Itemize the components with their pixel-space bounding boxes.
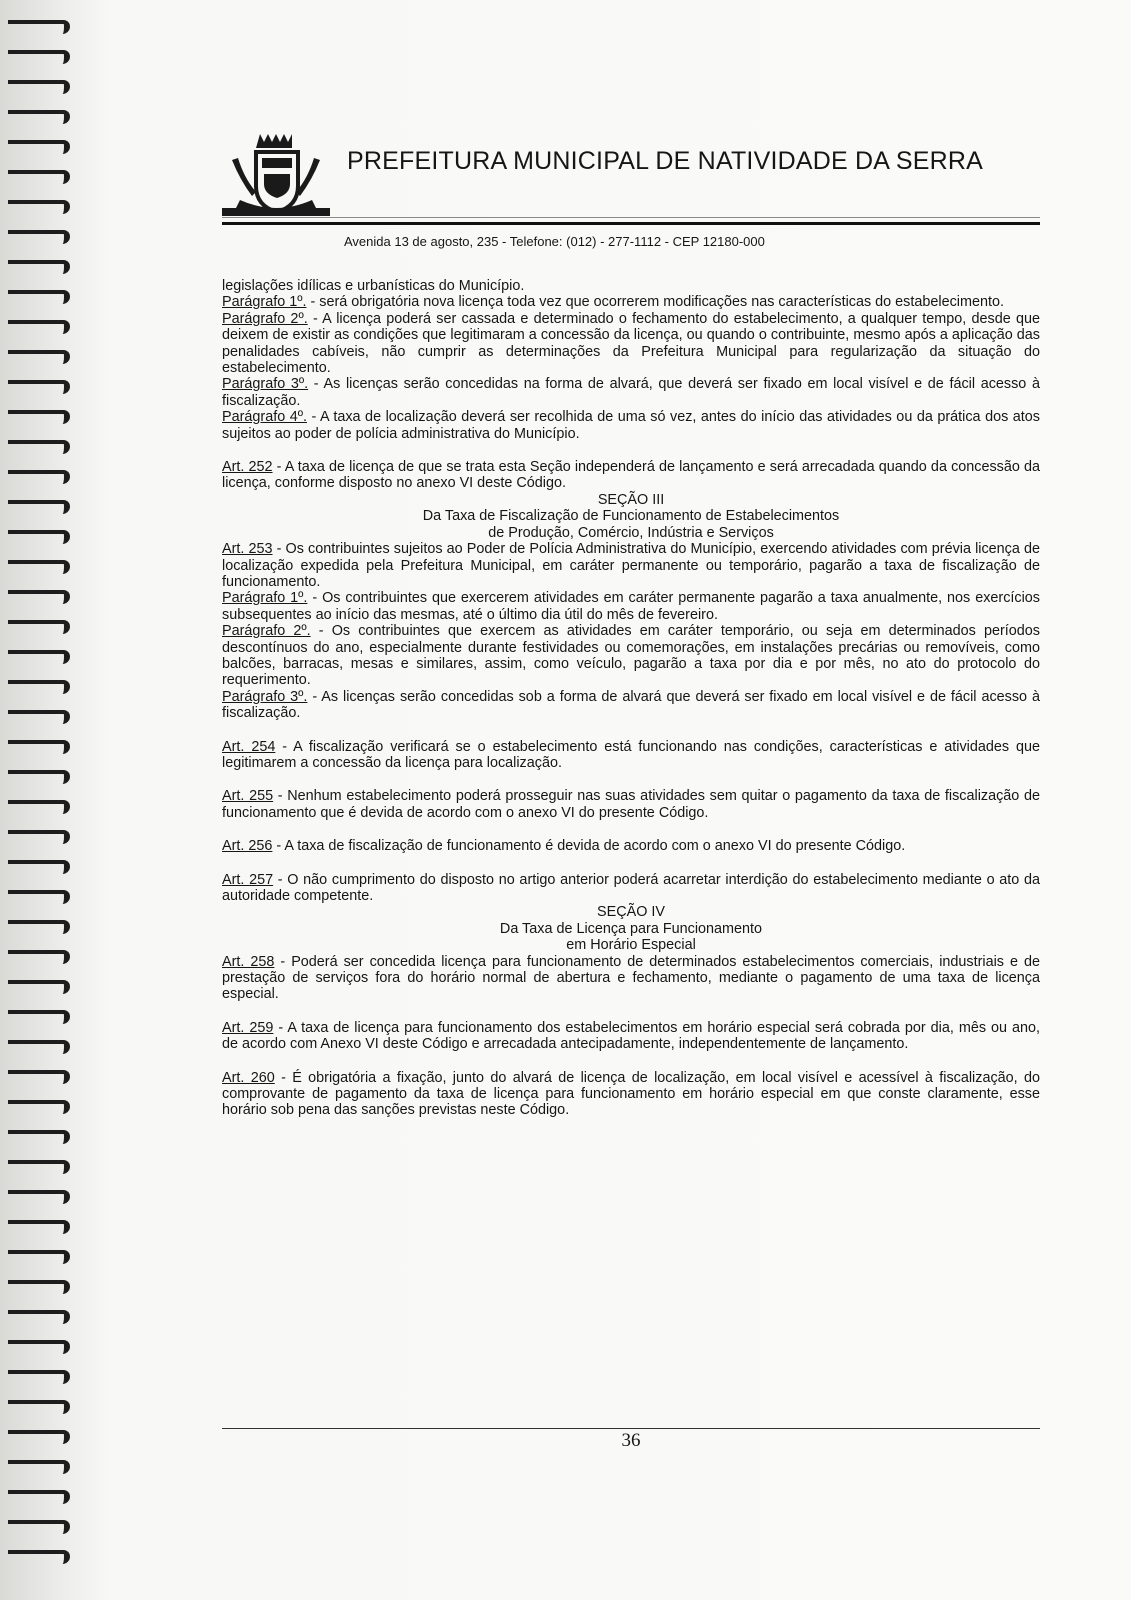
- paragraph-text: - será obrigatória nova licença toda vez que ocorrerem modificações nas características do estabelecimento.: [306, 294, 1004, 311]
- spiral-coil: [8, 1040, 70, 1054]
- article-255: [222, 788, 1040, 821]
- spiral-coil: [8, 1190, 70, 1204]
- municipality-title: PREFEITURA MUNICIPAL DE NATIVIDADE DA SERRA: [347, 147, 984, 175]
- spiral-coil: [8, 950, 70, 964]
- paragraph-text: - A licença poderá ser cassada e determinado o fechamento do estabelecimento, a qualquer tempo, desde que deixem de existir as condições que legitimaram a concessão da licença, ou quando o contribuinte, mesmo após a aplicação das penalidades cabíveis, não cumprir as determinações da Prefeitura Municipal para regularização da situação do estabelecimento.: [222, 310, 1040, 377]
- spiral-coil: [8, 170, 70, 184]
- spiral-coil: [8, 1250, 70, 1264]
- paragraph-label: Parágrafo 2º.: [222, 310, 308, 327]
- article-256: [222, 838, 1040, 854]
- page-number: 36: [621, 1430, 641, 1451]
- paragraph-label: Parágrafo 3º.: [222, 376, 309, 393]
- spiral-coil: [8, 1160, 70, 1174]
- paragraph-art251-p4: [222, 409, 1040, 442]
- spiral-coil: [8, 290, 70, 304]
- spiral-coil: [8, 1340, 70, 1354]
- spiral-coil: [8, 1070, 70, 1084]
- header-rule-thin: [222, 217, 1040, 218]
- spiral-coil: [8, 1550, 70, 1564]
- spiral-coil: [8, 380, 70, 394]
- article-text: - É obrigatória a fixação, junto do alvará de licença de localização, em local visível e acessível à fiscalização, do comprovante de pagamento da taxa de licença para funcionamento em horário especial em que conste claramente, esse horário sob pena das sanções previstas neste Código.: [222, 1069, 1040, 1119]
- spiral-coil: [8, 1220, 70, 1234]
- spiral-coil: [8, 1490, 70, 1504]
- paragraph-text: - As licenças serão concedidas sob a forma de alvará que deverá ser fixado em local visível e de fácil acesso à fiscalização.: [222, 688, 1040, 722]
- paragraph-label: Parágrafo 1º.: [222, 590, 308, 607]
- spiral-coil: [8, 1310, 70, 1324]
- spiral-coil: [8, 320, 70, 334]
- spiral-coil: [8, 410, 70, 424]
- spiral-coil: [8, 350, 70, 364]
- coat-of-arms-icon: [222, 130, 330, 222]
- paragraph-text: - A taxa de localização deverá ser recolhida de uma só vez, antes do início das atividades ou da prática dos atos sujeitos ao poder de polícia administrativa do Município.: [222, 409, 1040, 442]
- spiral-coil: [8, 920, 70, 934]
- paragraph-label: Parágrafo 4º.: [222, 409, 307, 426]
- spiral-coil: [8, 110, 70, 124]
- article-260: [222, 1070, 1040, 1119]
- spiral-coil: [8, 800, 70, 814]
- letterhead: [222, 130, 1040, 249]
- article-label: Art. 257: [222, 871, 274, 888]
- article-text: - A taxa de licença para funcionamento dos estabelecimentos em horário especial será cobrada por dia, mês ou ano, de acordo com Anexo VI deste Código e arrecadada antecipadamente, independentemente de lançamento.: [222, 1019, 1040, 1053]
- spiral-coil: [8, 560, 70, 574]
- section-3-subtitle-line1: Da Taxa de Fiscalização de Funcionamento de Estabelecimentos: [422, 508, 840, 525]
- spiral-coil: [8, 1010, 70, 1024]
- article-label: Art. 258: [222, 953, 275, 970]
- paragraph-text: - As licenças serão concedidas na forma de alvará, que deverá ser fixado em local visível e de fácil acesso à fiscalização.: [222, 376, 1040, 409]
- article-259: [222, 1020, 1040, 1053]
- spiral-coil: [8, 710, 70, 724]
- spiral-coil: [8, 500, 70, 514]
- paragraph-label: Parágrafo 1º.: [222, 294, 307, 311]
- article-253: [222, 541, 1040, 590]
- paragraph-text: - Os contribuintes que exercem as atividades em caráter temporário, ou seja em determinados períodos descontínuos do ano, especialmente durante festividades ou comemorações, em instalações precárias ou removíveis, como balcões, barracas, mesas e similares, assim, como veículo, pagarão a taxa por dia e por mês, no ato do protocolo do requerimento.: [222, 623, 1040, 689]
- section-4-subtitle-line2: em Horário Especial: [566, 937, 696, 954]
- article-text: - A taxa de licença de que se trata esta Seção independerá de lançamento e será arrecadada quando da concessão da licença, conforme disposto no anexo VI deste Código.: [222, 459, 1040, 492]
- spiral-coil: [8, 860, 70, 874]
- spiral-coil: [8, 980, 70, 994]
- paragraph-art253-p1: [222, 590, 1040, 623]
- spiral-coil: [8, 50, 70, 64]
- spiral-coil: [8, 1520, 70, 1534]
- article-text: - O não cumprimento do disposto no artigo anterior poderá acarretar interdição do estabelecimento mediante o ato da autoridade competente.: [222, 871, 1040, 904]
- paragraph-art251-p3: [222, 376, 1040, 409]
- article-254: [222, 739, 1040, 772]
- article-text: - Nenhum estabelecimento poderá prosseguir nas suas atividades sem quitar o pagamento da taxa de fiscalização de funcionamento que é devida de acordo com o anexo VI do presente Código.: [222, 788, 1040, 821]
- spiral-coil: [8, 770, 70, 784]
- spiral-coil: [8, 890, 70, 904]
- spiral-coil: [8, 1400, 70, 1414]
- spiral-coil: [8, 1460, 70, 1474]
- intro-line: legislações idílicas e urbanísticas do Município.: [222, 278, 525, 294]
- spiral-coil: [8, 1100, 70, 1114]
- spiral-coil: [8, 80, 70, 94]
- article-label: Art. 252: [222, 459, 273, 476]
- spiral-coil: [8, 200, 70, 214]
- spiral-coil: [8, 680, 70, 694]
- spiral-coil: [8, 740, 70, 754]
- spiral-coil: [8, 590, 70, 604]
- spiral-coil: [8, 1370, 70, 1384]
- paragraph-label: Parágrafo 3º.: [222, 688, 308, 705]
- article-label: Art. 256: [222, 838, 273, 855]
- spiral-coil: [8, 440, 70, 454]
- section-3-subtitle-line2: de Produção, Comércio, Indústria e Serviços: [488, 524, 774, 541]
- spiral-coil: [8, 140, 70, 154]
- spiral-coil: [8, 830, 70, 844]
- spiral-coil: [8, 620, 70, 634]
- section-3-heading: SEÇÃO III: [597, 491, 665, 508]
- spiral-coil: [8, 650, 70, 664]
- article-text: - A fiscalização verificará se o estabelecimento está funcionando nas condições, características e atividades que legitimarem a concessão da licença para localização.: [222, 738, 1040, 771]
- article-text: - Os contribuintes sujeitos ao Poder de Polícia Administrativa do Município, exercendo atividades com prévia licença de localização expedida pela Prefeitura Municipal, em caráter permanente ou temporário, pagarão a taxa de fiscalização de funcionamento.: [222, 541, 1040, 590]
- header-rule-thick: [222, 222, 1040, 225]
- spiral-coil: [8, 1130, 70, 1144]
- article-text: - A taxa de fiscalização de funcionamento é devida de acordo com o anexo VI do presente Código.: [272, 838, 906, 855]
- article-text: - Poderá ser concedida licença para funcionamento de determinados estabelecimentos comerciais, industriais e de prestação de serviços fora do horário normal de abertura e fechamento, mediante o pagamento de uma taxa de licença especial.: [222, 953, 1040, 1003]
- paragraph-art253-p3: [222, 689, 1040, 722]
- article-258: [222, 954, 1040, 1003]
- document-body: [222, 278, 1040, 1119]
- spiral-coil: [8, 470, 70, 484]
- article-label: Art. 260: [222, 1069, 275, 1086]
- article-252: [222, 459, 1040, 492]
- paragraph-art253-p2: [222, 623, 1040, 689]
- spiral-coil: [8, 530, 70, 544]
- section-4-subtitle-line1: Da Taxa de Licença para Funcionamento: [499, 920, 763, 937]
- footer-rule: [222, 1428, 1040, 1429]
- paragraph-art251-p2: [222, 311, 1040, 377]
- spiral-coil: [8, 20, 70, 34]
- spiral-binding: [0, 20, 100, 1590]
- spiral-coil: [8, 1280, 70, 1294]
- paragraph-art251-p1: [222, 294, 1040, 310]
- paragraph-text: - Os contribuintes que exercerem atividades em caráter permanente pagarão a taxa anualmente, nos exercícios subsequentes ao início das mesmas, até o último dia útil do mês de fevereiro.: [222, 590, 1040, 623]
- article-label: Art. 253: [222, 541, 273, 558]
- article-label: Art. 255: [222, 788, 274, 805]
- address-line: Avenida 13 de agosto, 235 - Telefone: (012) - 277-1112 - CEP 12180-000: [344, 234, 765, 249]
- article-257: [222, 872, 1040, 905]
- paragraph-label: Parágrafo 2º.: [222, 623, 311, 640]
- section-4-heading: SEÇÃO IV: [597, 904, 665, 921]
- spiral-coil: [8, 260, 70, 274]
- spiral-coil: [8, 230, 70, 244]
- article-label: Art. 259: [222, 1019, 274, 1036]
- article-label: Art. 254: [222, 738, 276, 755]
